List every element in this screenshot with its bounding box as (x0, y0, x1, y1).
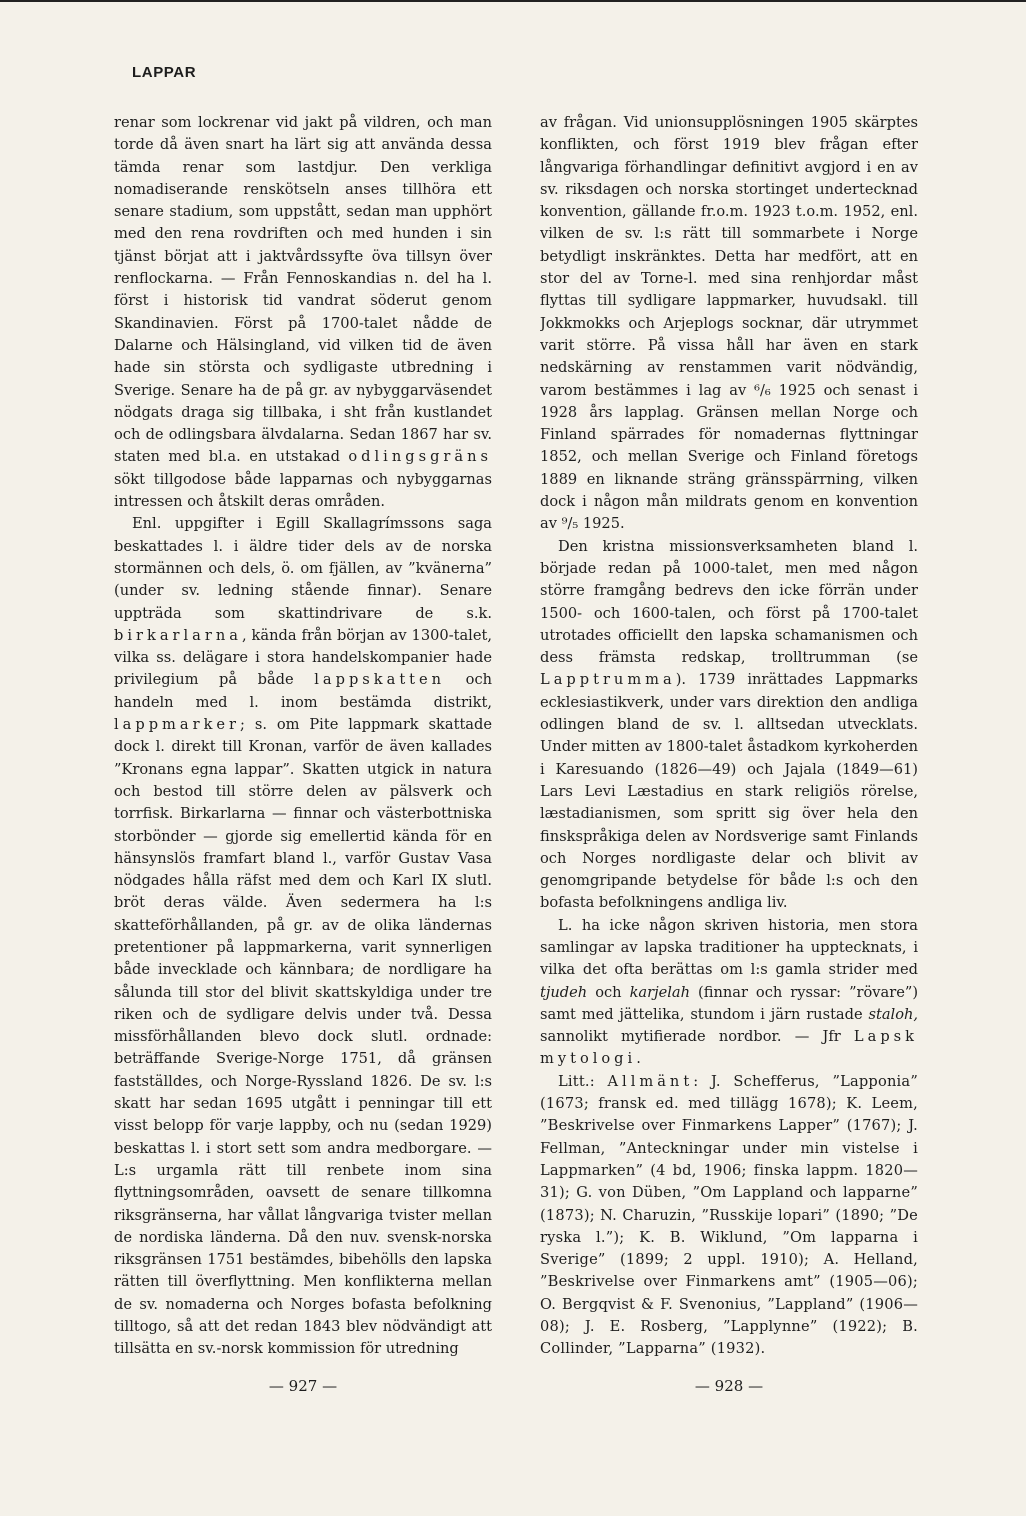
date-fraction-2: ⁹/₅ (561, 515, 579, 533)
top-rule (0, 0, 1026, 2)
right-paragraph-3: L. ha icke någon skriven historia, men stora samlingar av lapska traditioner ha upptecknats, i vilka det ofta berättas om l:s gamla strider med tjudeh och karjelah (finnar och ryssar: ”rövare”) samt med jättelika, stundom i järn rustade staloh, sannolikt mytifierade nordbor. — Jfr Lapsk mytologi. (540, 916, 918, 1068)
italic-tjudeh: tjudeh (540, 983, 588, 1001)
italic-karjelah: karjelah (629, 983, 691, 1001)
left-paragraph-1: renar som lockrenar vid jakt på vildren, och man torde då även snart ha lärt sig att använda dessa tämda renar som lastdjur. Den verkliga nomadiserande renskötseln anses tillhöra ett senare stadium, som uppstått, sedan man upphört med den rena rovdriften och med hunden i sin tjänst börjat att i jaktvårdssyfte öva tillsyn över renflockarna. — Från Fennoskandias n. del ha l. först i historisk tid vandrat söderut genom Skandinavien. Först på 1700-talet nådde de Dalarne och Hälsingland, vid vilken tid de även hade sin största och sydligaste utbredning i Sverige. Senare ha de på gr. av nybyggarväsendet nödgats draga sig tillbaka, i sht från kustlandet och de odlingsbara älvdalarna. Sedan 1867 har sv. staten med bl.a. en utstakad odlingsgräns sökt tillgodose både lapparnas och nybyggarnas intressen och åtskilt deras områden. (114, 114, 492, 511)
right-paragraph-literature: Litt.: Allmänt: J. Schefferus, ”Lapponia” (1673; fransk ed. med tillägg 1678); K. Leem, ”Beskrivelse over Finmarkens Lapper” (1767); J. Fellman, ”Anteckningar under min vistelse i Lappmarken” (4 bd, 1906; finska lappm. 1820—31); G. von Düben, ”Om Lappland och lapparne” (1873); N. Charuzin, ”Russkije lopari” (1890; ”De ryska l.”); K. B. Wiklund, ”Om lapparna i Sverige” (1899; 2 uppl. 1910); A. Helland, ”Beskrivelse over Finmarkens amt” (1905—06); O. Bergqvist & F. Svenonius, ”Lappland” (1906—08); J. E. Rosberg, ”Lapplynne” (1922); B. Collinder, ”Lapparna” (1932). (540, 1072, 918, 1358)
term-lapptrumma: Lapptrumma (540, 671, 676, 689)
page-number-right: — 928 — (694, 1377, 764, 1395)
page-header: LAPPAR (132, 64, 197, 81)
left-column (114, 112, 492, 1374)
left-paragraph-2: Enl. uppgifter i Egill Skallagrímssons saga beskattades l. i äldre tider dels av de norska stormännen och dels, ö. om fjällen, av ”kvänerna” (under sv. ledning stående finnar). Senare uppträda som skattindrivare de s.k. birkarlarna, kända från början av 1300-talet, vilka ss. delägare i stora handelskompanier hade privilegium på både lappskatten och handeln med l. inom bestämda distrikt, lappmarker; s. om Pite lappmark skattade dock l. direkt till Kronan, varför de även kallades ”Kronans egna lappar”. Skatten utgick in natura och bestod till större delen av pälsverk och torrfisk. Birkarlarna — finnar och västerbottniska storbönder — gjorde sig emellertid kända för en hänsynslös framfart bland l., varför Gustav Vasa nödgades hålla räfst med dem och Karl IX slutl. bröt deras välde. Även sedermera ha l:s skatteförhållanden, på gr. av de olika ländernas pretentioner på lappmarkerna, varit synnerligen både invecklade och kännbara; de nordligare ha sålunda till stor del blivit skattskyldiga under tre riken och de sydligare delvis under två. Dessa missförhållanden blevo dock slutl. ordnade: beträffande Sverige-Norge 1751, då gränsen fastställdes, och Norge-Ryssland 1826. De sv. l:s skatt har sedan 1695 utgått i penningar till ett visst belopp för varje lappby, och nu (sedan 1929) beskattas l. i stort sett som andra medborgare. — L:s urgamla rätt till renbete inom sina flyttningsområden, oavsett de senare tillkomna riksgränserna, har vållat långvariga tvister mellan de nordiska länderna. Då den nuv. svensk-norska riksgränsen 1751 bestämdes, bibehölls den lapska rätten till överflyttning. Men konflikterna mellan de sv. nomaderna och Norges bofasta befolkning tilltogo, så att det redan 1843 blev nödvändigt att tillsätta en sv.-norsk kommission för utredning (114, 515, 492, 1358)
right-paragraph-2: Den kristna missionsverksamheten bland l. började redan på 1000-talet, men med någon större framgång bedrevs den icke förrän under 1500- och 1600-talen, och först på 1700-talet utrotades officiellt den lapska schamanismen och dess främsta redskap, trolltrumman (se Lapptrumma). 1739 inrättades Lappmarks ecklesiastikverk, under vars direktion den andliga odlingen bland de sv. l. alltsedan utvecklats. Under mitten av 1800-talet åstadkom kyrkoherden i Karesuando (1826—49) och Jajala (1849—61) Lars Levi Læstadius en stark religiös rörelse, læstadianismen, som spritt sig över hela den finskspråkiga delen av Nordsverige samt Finlands och Norges nordligaste delar och blivit av genomgripande betydelse för både l:s och den bofasta befolkningens andliga liv. (540, 537, 918, 912)
term-lappskatten: lappskatten (314, 671, 446, 689)
page-number-left: — 927 — (268, 1377, 338, 1395)
italic-staloh: staloh, (868, 1005, 918, 1023)
term-birkarlarna: birkarlarna (114, 626, 242, 644)
date-fraction-1: ⁶/₆ (754, 381, 771, 399)
literature-label: Litt.: (558, 1072, 595, 1090)
right-column (540, 112, 918, 1374)
term-odlingsgrans: odlingsgräns (348, 448, 492, 466)
right-paragraph-1: av frågan. Vid unionsupplösningen 1905 skärptes konflikten, och först 1919 blev frågan efter långvariga förhandlingar definitivt avgjord i en av sv. riksdagen och norska stortinget undertecknad konvention, gällande fr.o.m. 1923 t.o.m. 1952, enl. vilken de sv. l:s rätt till sommarbete i Norge betydligt inskränktes. Detta har medfört, att en stor del av Torne-l. med sina renhjordar måst flyttas till sydligare lappmarker, huvudsakl. till Jokkmokks och Arjeplogs socknar, där utrymmet varit större. På vissa håll har även en stark nedskärning av renstammen varit nödvändig, varom bestämmes i lag av ⁶/₆ 1925 och senast i 1928 års lapplag. Gränsen mellan Norge och Finland spärrades för nomadernas flyttningar 1852, och mellan Sverige och Finland företogs 1889 en liknande sträng gränsspärrning, vilken dock i någon mån mildrats genom en konvention av ⁹/₅ 1925. (540, 114, 918, 533)
term-lapsk-mytologi: Lapsk mytologi (540, 1028, 918, 1068)
term-allmant: Allmänt (607, 1072, 694, 1090)
term-lappmarker: lappmarker (114, 716, 241, 734)
